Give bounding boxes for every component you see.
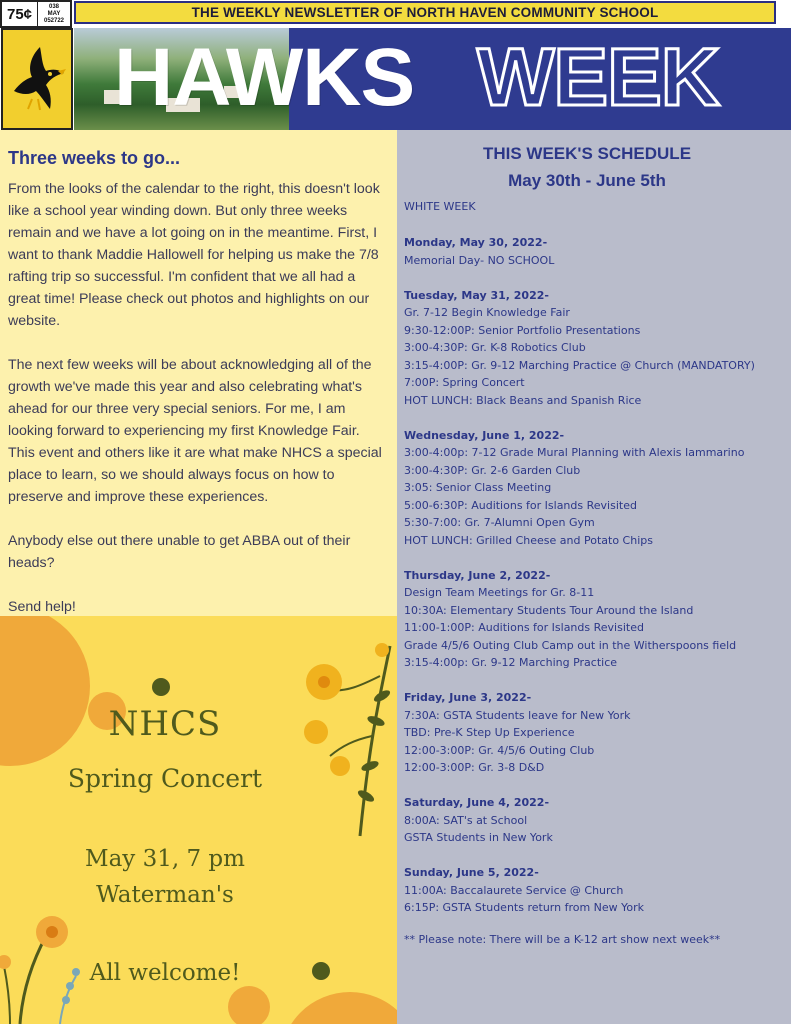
schedule-event: 3:15-4:00P: Gr. 9-12 Marching Practice @ Church (MANDATORY)	[404, 358, 755, 372]
issue-info	[38, 2, 70, 26]
newsletter-tagline: THE WEEKLY NEWSLETTER OF NORTH HAVEN COMMUNITY SCHOOL	[191, 5, 659, 20]
schedule-event: Gr. 7-12 Begin Knowledge Fair	[404, 306, 570, 319]
price-box	[0, 0, 72, 28]
logo-box	[1, 28, 73, 130]
schedule-event: HOT LUNCH: Grilled Cheese and Potato Chips	[404, 533, 653, 547]
poster-venue: Waterman's	[96, 882, 234, 908]
week-label: WHITE WEEK	[404, 200, 476, 213]
schedule-event: 12:00-3:00P: Gr. 4/5/6 Outing Club	[404, 743, 595, 757]
schedule-event: Design Team Meetings for Gr. 8-11	[404, 586, 595, 599]
schedule-event: 3:15-4:00p: Gr. 9-12 Marching Practice	[404, 656, 618, 669]
schedule-event: 8:00A: SAT's at School	[404, 813, 528, 827]
article-paragraph: Anybody else out there unable to get ABBA out of their heads?	[8, 533, 351, 571]
day-heading: Monday, May 30, 2022-	[404, 236, 548, 249]
decor-dot	[152, 678, 170, 696]
article-paragraph: From the looks of the calendar to the right, this doesn't look like a school year winding down. But only three weeks remain and we have a lot going on in the meantime. First, I want to thank Maddie Hallowell for helping us make the 7/8 rafting trip so successful. I'm confident that we all had a great time! Please check out photos and highlights on our website.	[8, 181, 380, 329]
schedule-event: 9:30-12:00P: Senior Portfolio Presentations	[404, 323, 641, 337]
tagline-bar	[74, 1, 776, 24]
schedule-event: 3:05: Senior Class Meeting	[404, 481, 552, 494]
decor-circle	[280, 992, 397, 1024]
schedule-day	[404, 287, 788, 410]
schedule-event: 7:00P: Spring Concert	[404, 376, 525, 389]
schedule-note: ** Please note: There will be a K-12 art show next week**	[404, 933, 721, 946]
schedule-dates: May 30th - June 5th	[508, 171, 666, 190]
day-heading: Friday, June 3, 2022-	[404, 691, 532, 704]
poster-subtitle: Spring Concert	[67, 764, 263, 793]
schedule-event: 3:00-4:00p: 7-12 Grade Mural Planning with Alexis Iammarino	[404, 446, 745, 459]
poster-welcome: All welcome!	[89, 960, 241, 986]
schedule-event: GSTA Students in New York	[404, 831, 553, 844]
schedule-event: 7:30A: GSTA Students leave for New York	[404, 708, 631, 722]
article-paragraph: The next few weeks will be about acknowledging all of the growth we've made this year and also celebrating what's ahead for our three very special seniors. For me, I am looking forward to experiencing my first Knowledge Fair. This event and others like it are what make NHCS a special place to learn, so we should always focus on how to preserve and improve these experiences.	[8, 357, 382, 505]
schedule-event: Memorial Day- NO SCHOOL	[404, 253, 555, 267]
poster-title: NHCS	[108, 704, 222, 744]
day-heading: Thursday, June 2, 2022-	[404, 568, 551, 582]
day-heading: Tuesday, May 31, 2022-	[404, 288, 549, 302]
issue-code: 052722	[43, 17, 65, 24]
article-paragraph: Send help!	[8, 599, 76, 615]
poster-date: May 31, 7 pm	[85, 846, 245, 872]
article-body	[8, 178, 390, 640]
masthead-title-week: WEEK	[477, 32, 719, 123]
schedule-day	[404, 567, 788, 672]
schedule-event: 5:00-6:30P: Auditions for Islands Revisited	[404, 498, 637, 512]
schedule-day	[404, 427, 788, 550]
schedule-event: HOT LUNCH: Black Beans and Spanish Rice	[404, 393, 642, 407]
issue-number: 038	[48, 3, 59, 10]
masthead-title-hawks: HAWKS	[114, 32, 415, 123]
schedule-event: 11:00-1:00P: Auditions for Islands Revisited	[404, 621, 644, 634]
decor-circle	[228, 986, 270, 1024]
schedule-event: 3:00-4:30P: Gr. K-8 Robotics Club	[404, 341, 586, 354]
article-title: Three weeks to go...	[8, 148, 181, 168]
schedule-event: 6:15P: GSTA Students return from New York	[404, 901, 645, 914]
price: 75¢	[2, 2, 38, 26]
day-heading: Sunday, June 5, 2022-	[404, 866, 539, 879]
schedule-event: Grade 4/5/6 Outing Club Camp out in the Witherspoons field	[404, 638, 737, 652]
schedule-day	[404, 689, 788, 777]
hawk-icon	[6, 39, 68, 119]
schedule-day	[404, 864, 788, 917]
day-heading: Saturday, June 4, 2022-	[404, 796, 550, 809]
masthead-banner	[74, 28, 791, 130]
schedule-event: 3:00-4:30P: Gr. 2-6 Garden Club	[404, 463, 581, 477]
schedule-event: TBD: Pre-K Step Up Experience	[404, 726, 575, 739]
issue-month: MAY	[47, 10, 61, 17]
schedule-event: 10:30A: Elementary Students Tour Around the Island	[404, 603, 694, 617]
schedule-day	[404, 234, 788, 269]
schedule-event: 11:00A: Baccalaurete Service @ Church	[404, 883, 624, 897]
schedule-list	[404, 234, 788, 934]
schedule-day	[404, 794, 788, 847]
schedule-event: 5:30-7:00: Gr. 7-Alumni Open Gym	[404, 516, 595, 529]
day-heading: Wednesday, June 1, 2022-	[404, 428, 565, 442]
concert-poster	[0, 616, 397, 1024]
schedule-title: THIS WEEK'S SCHEDULE	[482, 144, 692, 163]
schedule-event: 12:00-3:00P: Gr. 3-8 D&D	[404, 761, 545, 774]
